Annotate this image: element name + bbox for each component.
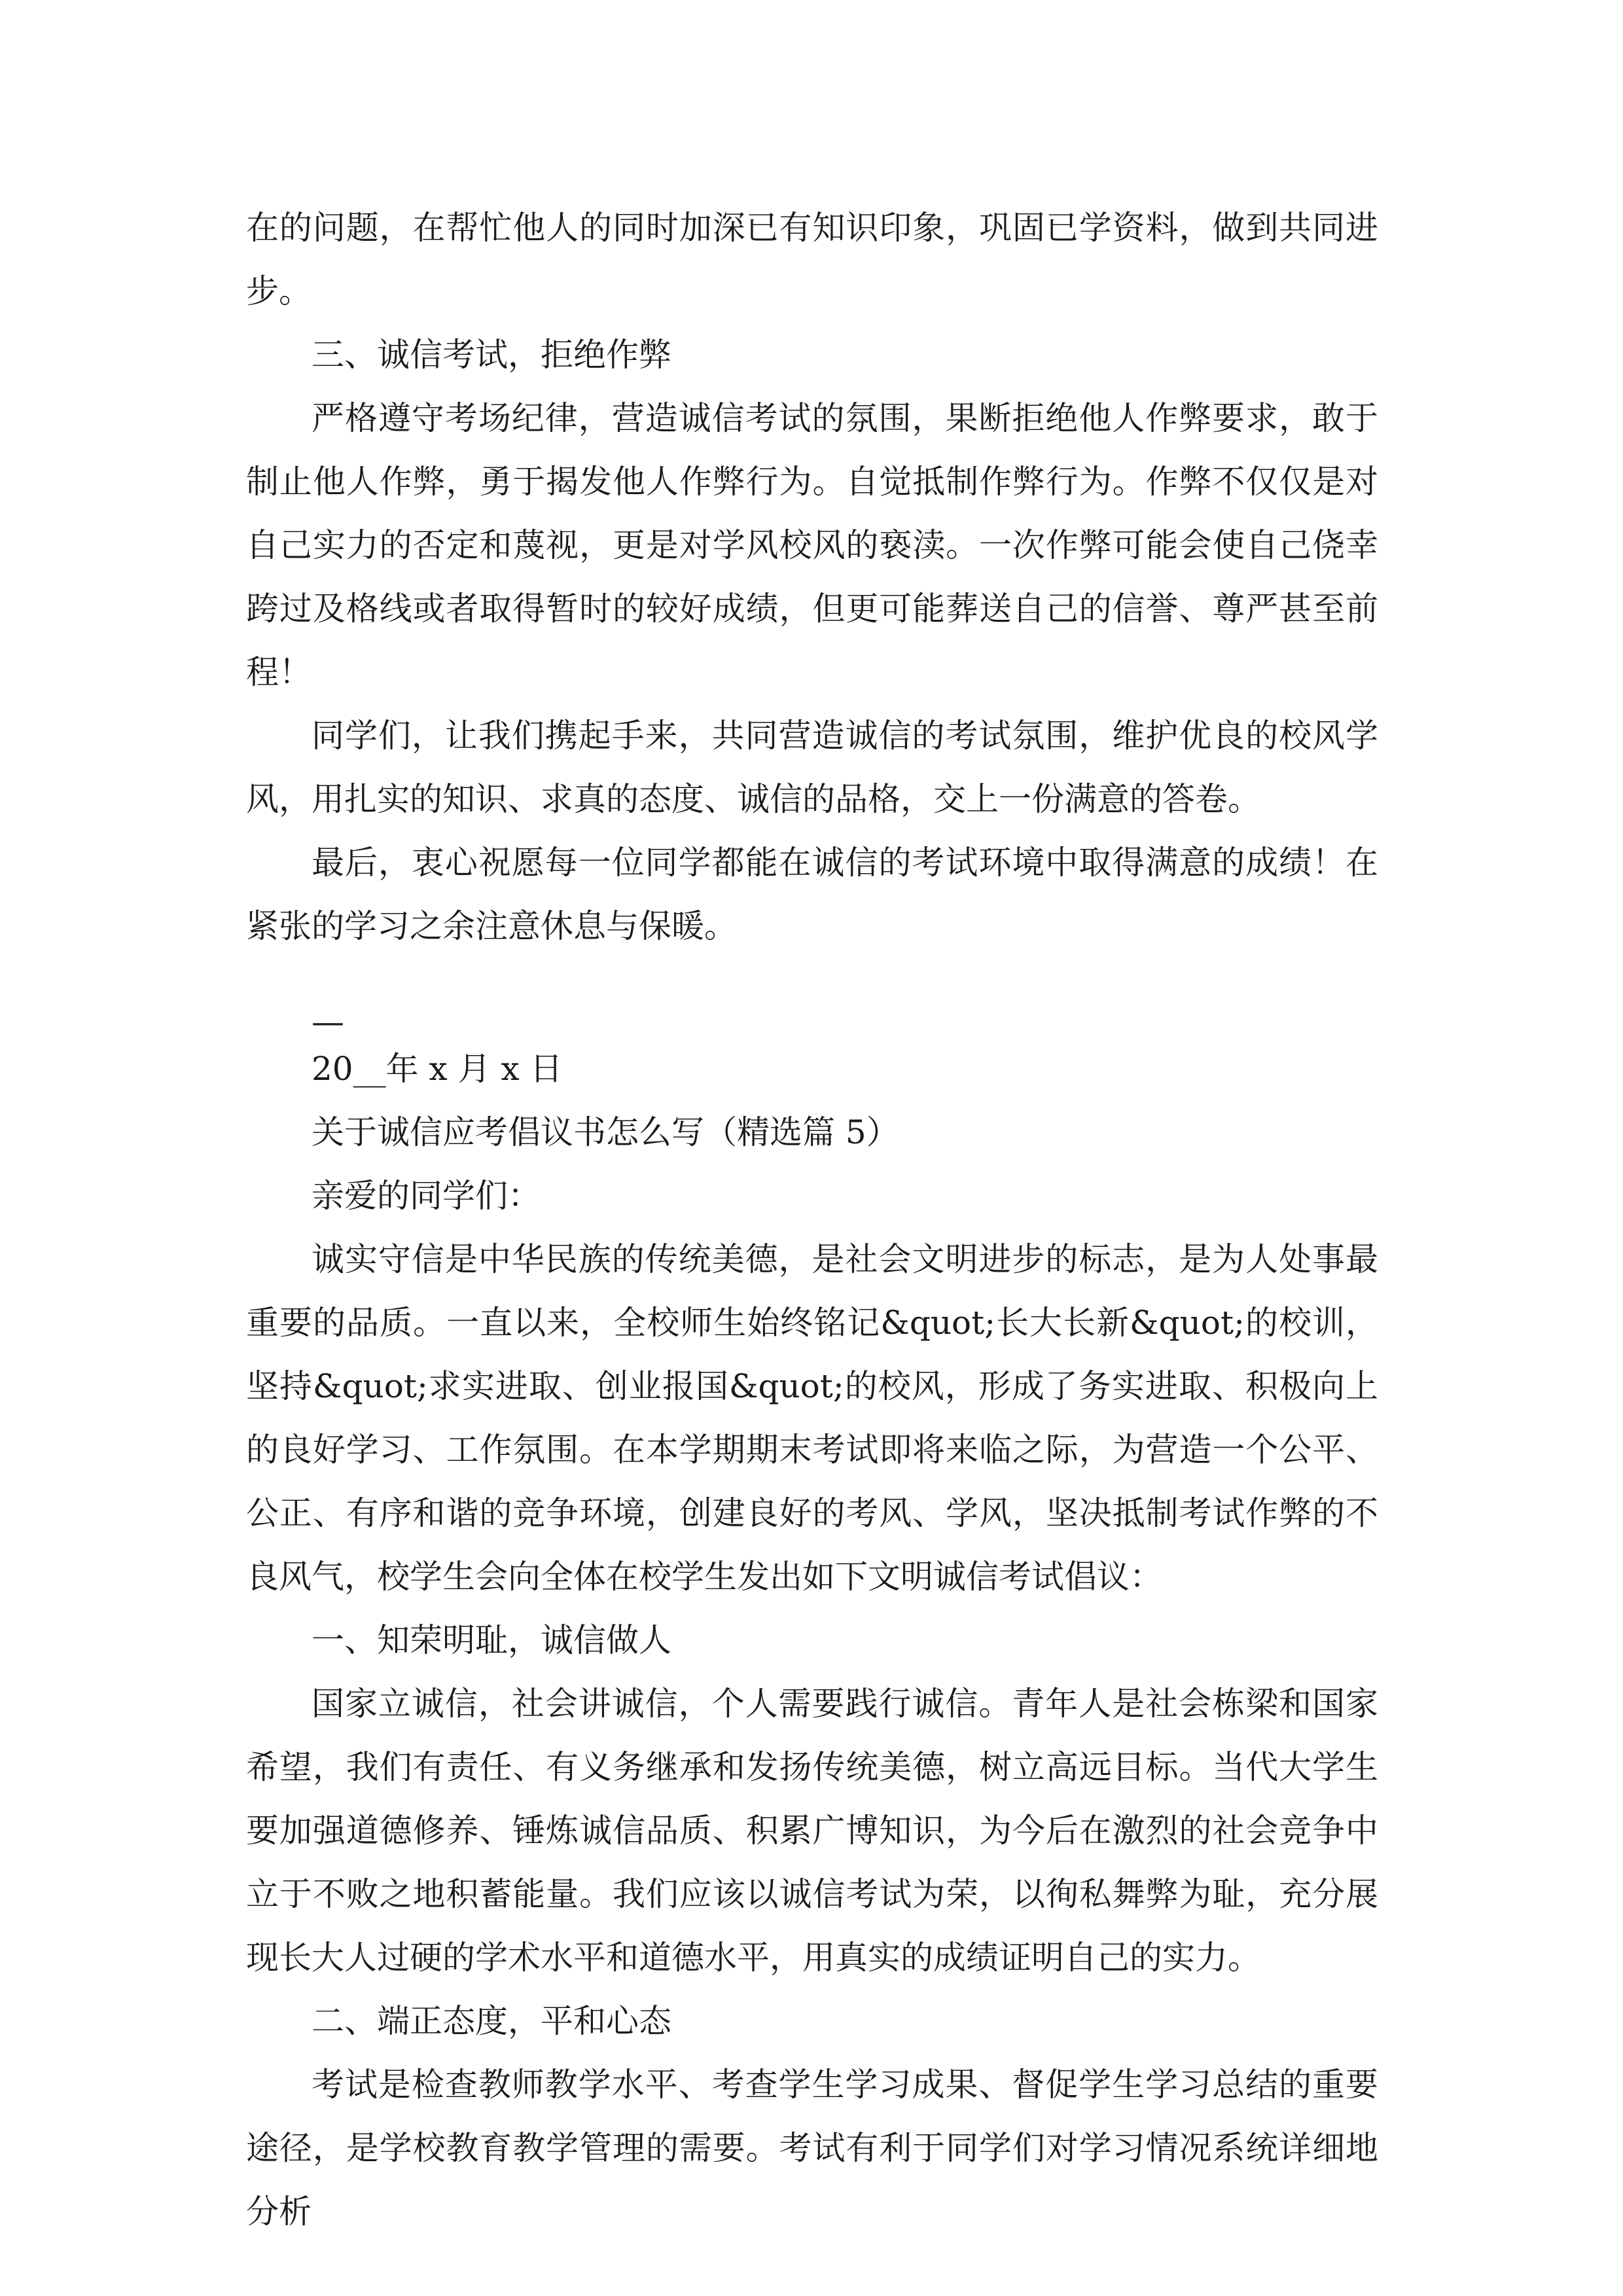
document-body (246, 196, 1378, 2244)
paragraph: 国家立诚信，社会讲诚信，个人需要践行诚信。青年人是社会栋梁和国家希望，我们有责任、有义务继承和发扬传统美德，树立高远目标。当代大学生要加强道德修养、锤炼诚信品质、积累广博知识，为今后在激烈的社会竞争中立于不败之地积蓄能量。我们应该以诚信考试为荣，以徇私舞弊为耻，充分展现长大人过硬的学术水平和道德水平，用真实的成绩证明自己的实力。 (246, 1685, 1378, 1977)
section-heading: 二、端正态度，平和心态 (312, 2002, 671, 2040)
paragraph: 严格遵守考场纪律，营造诚信考试的氛围，果断拒绝他人作弊要求，敢于制止他人作弊，勇于揭发他人作弊行为。自觉抵制作弊行为。作弊不仅仅是对自己实力的否定和蔑视，更是对学风校风的亵渎。一次作弊可能会使自己侥幸跨过及格线或者取得暂时的较好成绩，但更可能葬送自己的信誉、尊严甚至前程！ (246, 399, 1378, 691)
section-heading: 三、诚信考试，拒绝作弊 (312, 336, 671, 374)
paragraph: 最后，衷心祝愿每一位同学都能在诚信的考试环境中取得满意的成绩！在紧张的学习之余注意休息与保暖。 (246, 844, 1378, 945)
section-title: 关于诚信应考倡议书怎么写（精选篇 5） (312, 1113, 899, 1151)
paragraph: 考试是检查教师教学水平、考查学生学习成果、督促学生学习总结的重要途径，是学校教育教学管理的需要。考试有利于同学们对学习情况系统详细地分析 (246, 2066, 1378, 2231)
spacer (246, 958, 1378, 974)
signature-line (246, 974, 1378, 1041)
paragraph: 在的问题，在帮忙他人的同时加深已有知识印象，巩固已学资料，做到共同进步。 (246, 209, 1378, 310)
signature-dash: — (312, 1003, 344, 1041)
date-line: 20__年 x 月 x 日 (312, 1050, 563, 1088)
salutation: 亲爱的同学们： (312, 1177, 541, 1215)
paragraph: 同学们，让我们携起手来，共同营造诚信的考试氛围，维护优良的校风学风，用扎实的知识、求真的态度、诚信的品格，交上一份满意的答卷。 (246, 717, 1378, 818)
section-heading: 一、知荣明耻，诚信做人 (312, 1621, 671, 1659)
paragraph: 诚实守信是中华民族的传统美德，是社会文明进步的标志，是为人处事最重要的品质。一直以来，全校师生始终铭记&quot;长大长新&quot;的校训，坚持&quot;求实进取、创业报国&quot;的校风，形成了务实进取、积极向上的良好学习、工作氛围。在本学期期末考试即将来临之际，为营造一个公平、公正、有序和谐的竞争环境，创建良好的考风、学风，坚决抵制考试作弊的不良风气，校学生会向全体在校学生发出如下文明诚信考试倡议： (246, 1240, 1378, 1596)
